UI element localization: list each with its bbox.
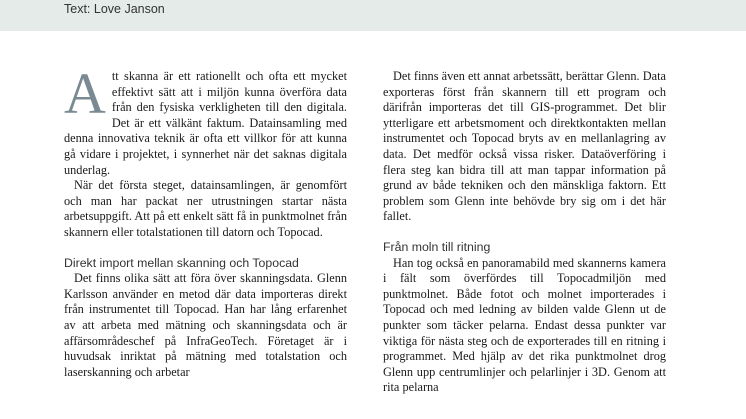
paragraph: Det finns även ett annat arbetssätt, berättar Glenn. Data exporteras först från skannern till ett program och därifrån importeras det till GIS-programmet. Det blir ytterligare ett arbetsmoment och direktkontakten mellan instrumentet och Topocad bryts av en mellanlagring av data. Det medför också vissa risker. Dataöverföring i flera steg kan bidra till att man tappar information på grund av både tekniken och den mänskliga faktorn. Ett problem som Glenn inte behövde bry sig om i det här fallet. (383, 69, 666, 224)
paragraph: Det finns olika sätt att föra över skanningsdata. Glenn Karlsson använder en metod där data importeras direkt från instrumentet till Topocad. Han har lång erfarenhet av att arbeta med mätning och skanningsdata och är affärsområdeschef på InfraGeoTech. Företaget är i huvudsak inriktat på mätning med totalstation och laserskanning och arbetar (64, 271, 347, 379)
drop-cap: A (64, 61, 106, 126)
paragraph: Han tog också en panoramabild med skannerns kamera i fält som överfördes till Topocadmiljön med punktmolnet. Både fotot och molnet importerades i Topocad och med ledning av bilden valde Glenn ut de punkter som täcker pelarna. Endast dessa punkter var viktiga för nästa steg och de exporterades till en ritning i programmet. Med hjälp av det rika punktmolnet drog Glenn upp centrumlinjer och pelarlinjer i 3D. Genom att rita pelarna (383, 255, 666, 395)
section-heading-cloud-to-drawing: Från moln till ritning (383, 239, 491, 254)
article-column-left (64, 61, 347, 380)
section-heading-direct-import: Direkt import mellan skanning och Topocad (64, 255, 299, 270)
intro-paragraph (64, 61, 347, 178)
paragraph: När det första steget, datainsamlingen, är genomfört och man har packat ner utrustningen startar nästa arbetsuppgift. Att på ett enkelt sätt få in punktmolnet från skannern eller totalstationen till datorn och Topocad. (64, 178, 347, 239)
header-band (0, 0, 746, 31)
author-credit: Text: Love Janson (64, 2, 165, 16)
intro-paragraph-text: tt skanna är ett rationellt och ofta ett mycket effektivt sätt att i miljön kunna överföra data från den fysiska verkligheten till den digitala. Det är ett välkänt faktum. Datainsamling med denna innovativa teknik är ofta ett villkor för att kunna gå vidare i projektet, i synnerhet när det saknas digitala underlag. (64, 69, 347, 177)
article-column-right (383, 69, 666, 396)
